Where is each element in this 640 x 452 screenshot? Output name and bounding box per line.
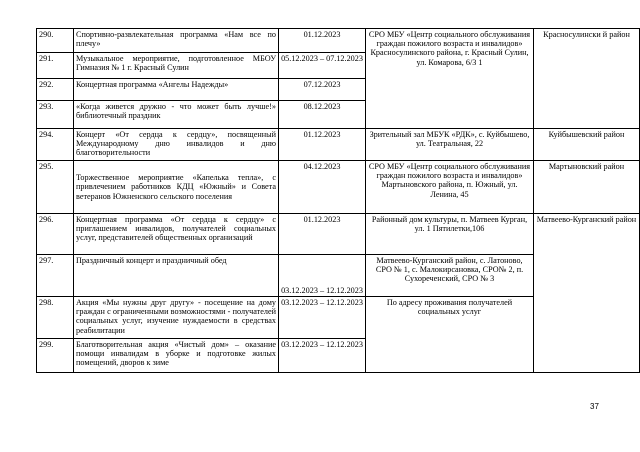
event-name: Музыкальное мероприятие, подготовленное МБОУ Гимназия № 1 г. Красный Сулин [74,53,279,79]
row-number: 297. [37,255,74,297]
event-date: 01.12.2023 [279,129,366,161]
event-date: 01.12.2023 [279,29,366,53]
event-place: СРО МБУ «Центр социального обслуживания граждан пожилого возраста и инвалидов» Мартыновского района, п. Южный, ул. Ленина, 45 [366,161,534,214]
table-row [37,161,640,214]
event-date: 01.12.2023 [279,214,366,255]
district: Матвеево-Курганский район [534,214,640,373]
row-number: 296. [37,214,74,255]
district: Красносулински й район [534,29,640,129]
event-date: 03.12.2023 – 12.12.2023 [279,297,366,339]
event-name: «Когда живется дружно - что может быть лучше!» библиотечный праздник [74,101,279,129]
event-name: Концертная программа «Ангелы Надежды» [74,79,279,101]
row-number: 293. [37,101,74,129]
event-date: 05.12.2023 – 07.12.2023 [279,53,366,79]
district: Куйбышевский район [534,129,640,161]
events-table [36,28,640,373]
event-date: 04.12.2023 [279,161,366,214]
page-number: 37 [590,402,599,411]
event-name: Праздничный концерт и праздничный обед [74,255,279,297]
row-number: 298. [37,297,74,339]
district: Мартыновский район [534,161,640,214]
event-name: Акция «Мы нужны друг другу» - посещение на дому граждан с ограниченными возможностями - получателей социальных услуг, изучение нуждаемости в средствах реабилитации [74,297,279,339]
event-place: По адресу проживания получателей социальных услуг [366,297,534,373]
table-row [37,214,640,255]
event-place: Зрительный зал МБУК «РДК», с. Куйбышево, ул. Театральная, 22 [366,129,534,161]
row-number: 292. [37,79,74,101]
row-number: 294. [37,129,74,161]
event-date: 03.12.2023 – 12.12.2023 [279,255,366,297]
row-number: 295. [37,161,74,214]
row-number: 290. [37,29,74,53]
event-name: Концертная программа «От сердца к сердцу» с приглашением инвалидов, получателей социальных услуг, представителей общественных организаций [74,214,279,255]
event-place: Матвеево-Курганский район, с. Латоново, СРО № 1, с. Малокирсановка, СРО№ 2, п. Сухореченский, СРО № 3 [366,255,534,297]
event-date: 03.12.2023 – 12.12.2023 [279,339,366,373]
row-number: 299. [37,339,74,373]
event-name: Спортивно-развлекательная программа «Нам все по плечу» [74,29,279,53]
event-name: Торжественное мероприятие «Капелька тепла», с привлечением работников КДЦ «Южный» и Совета ветеранов Южненского сельского поселения [74,161,279,214]
table-row [37,29,640,53]
row-number: 291. [37,53,74,79]
event-date: 07.12.2023 [279,79,366,101]
event-name: Концерт «От сердца к сердцу», посвященный Международному дню инвалидов и дню благотворительности [74,129,279,161]
event-place: Районный дом культуры, п. Матвеев Курган, ул. 1 Пятилетки,106 [366,214,534,255]
event-place: СРО МБУ «Центр социального обслуживания граждан пожилого возраста и инвалидов» Красносулинского района, г. Красный Сулин, ул. Комарова, 6/3 1 [366,29,534,129]
table-row [37,129,640,161]
event-date: 08.12.2023 [279,101,366,129]
event-name: Благотворительная акция «Чистый дом» – оказание помощи инвалидам в уборке и подготовке жилых помещений, дворов к зиме [74,339,279,373]
